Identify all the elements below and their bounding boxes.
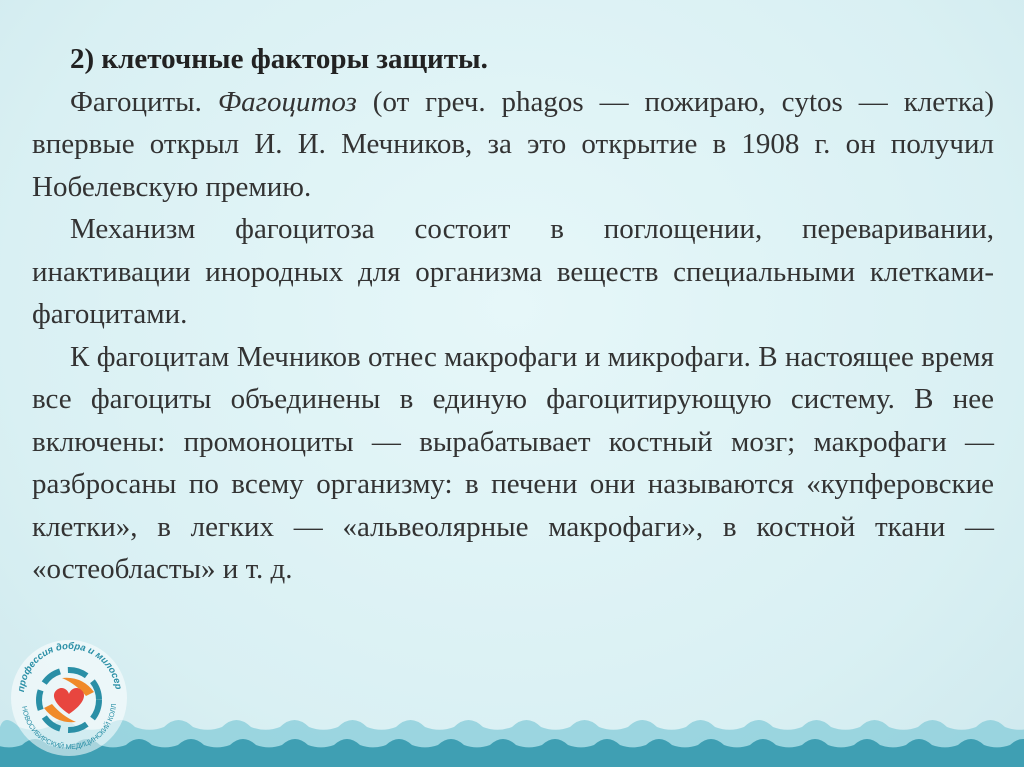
term-phagocytosis: Фагоцитоз — [217, 85, 357, 118]
logo-bottom-text: НОВОСИБИРСКИЙ МЕДИЦИНСКИЙ КОЛЛ — [20, 703, 119, 752]
heading-paragraph — [32, 38, 994, 81]
slide-body — [32, 38, 994, 591]
paragraph-phagocytes-lead: Фагоциты. — [70, 85, 218, 118]
college-emblem-icon — [4, 628, 134, 758]
paragraph-mechanism: Механизм фагоцитоза состоит в поглощении, переваривании, инактивации инородных для организма веществ специальными клетками-фагоцитами. — [32, 213, 994, 330]
paragraph-phagocytes-rest: (от греч. phagos — пожираю, cytos — клетка) впервые открыл И. И. Мечников, за это открытие в 1908 г. он получил Нобелевскую премию. — [32, 85, 994, 203]
paragraph-phagocyte-system: К фагоцитам Мечников отнес макрофаги и микрофаги. В настоящее время все фагоциты объединены в единую фагоцитирующую систему. В нее включены: промоноциты — вырабатывает костный мозг; макрофаги — разбросаны по всему организму: в печени они называются «купферовские клетки», в легких — «альвеолярные макрофаги», в костной ткани — «остеобласты» и т. д. — [32, 340, 994, 585]
slide-heading: 2) клеточные факторы защиты. — [70, 43, 488, 75]
wave-decoration — [0, 705, 1024, 767]
paragraph-phagocytes — [32, 81, 994, 209]
logo-top-text: профессия добра и милосер — [15, 640, 124, 693]
college-logo — [4, 628, 134, 758]
